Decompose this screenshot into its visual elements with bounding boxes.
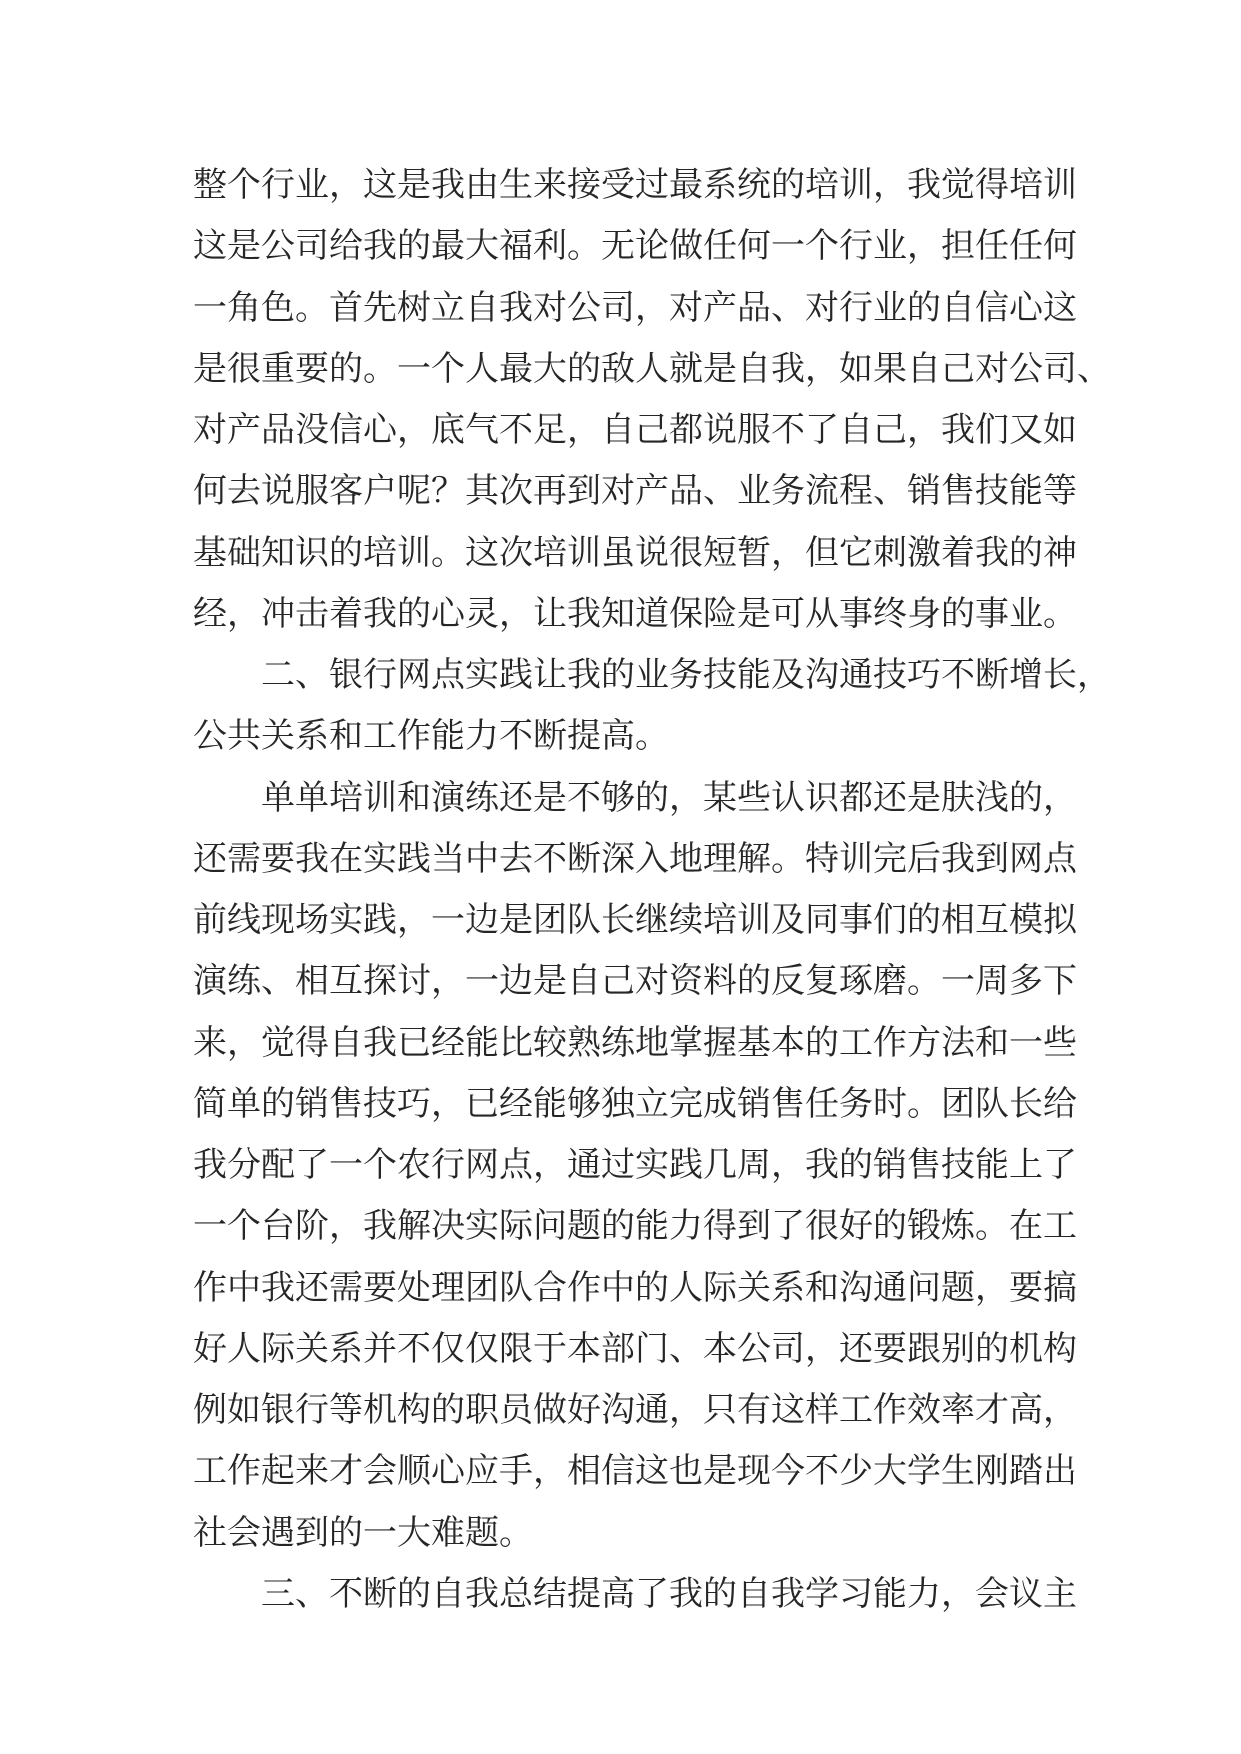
text-line: 对产品没信心，底气不足，自己都说服不了自己，我们又如 — [193, 410, 1077, 450]
text-line: 是很重要的。一个人最大的敌人就是自我，如果自己对公司、 — [193, 348, 1111, 389]
section-heading-self-summary — [193, 1564, 1077, 1625]
text-line: 整个行业，这是我由生来接受过最系统的培训，我觉得培训 — [193, 165, 1077, 205]
text-line: 例如银行等机构的职员做好沟通，只有这样工作效率才高， — [193, 1390, 1077, 1430]
text-line: 作中我还需要处理团队合作中的人际关系和沟通问题，要搞 — [193, 1267, 1077, 1308]
text-line: 经，冲击着我的心灵，让我知道保险是可从事终身的事业。 — [193, 593, 1077, 634]
paragraph-training-confidence — [193, 155, 1111, 645]
text-line: 社会遇到的一大难题。 — [193, 1512, 533, 1553]
heading-line: 三、不断的自我总结提高了我的自我学习能力，会议主 — [261, 1573, 1077, 1614]
text-line: 我分配了一个农行网点，通过实践几周，我的销售技能上了 — [193, 1145, 1077, 1185]
text-line: 这是公司给我的最大福利。无论做任何一个行业，担任任何 — [193, 226, 1077, 267]
text-line: 工作起来才会顺心应手，相信这也是现今不少大学生刚踏出 — [193, 1451, 1077, 1492]
heading-line: 公共关系和工作能力不断提高。 — [193, 716, 669, 757]
text-line: 好人际关系并不仅仅限于本部门、本公司，还要跟别的机构 — [193, 1328, 1077, 1369]
document-body — [193, 155, 1111, 1625]
text-line: 前线现场实践，一边是团队长继续培训及同事们的相互模拟 — [193, 900, 1077, 940]
paragraph-field-practice — [193, 768, 1077, 1564]
text-line: 一个台阶，我解决实际问题的能力得到了很好的锻炼。在工 — [193, 1206, 1077, 1247]
text-line: 单单培训和演练还是不够的，某些认识都还是肤浅的， — [261, 777, 1077, 818]
text-line: 一角色。首先树立自我对公司，对产品、对行业的自信心这 — [193, 287, 1077, 328]
text-line: 基础知识的培训。这次培训虽说很短暂，但它刺激着我的神 — [193, 532, 1077, 573]
text-line: 何去说服客户呢？其次再到对产品、业务流程、销售技能等 — [193, 471, 1077, 512]
text-line: 来，觉得自我已经能比较熟练地掌握基本的工作方法和一些 — [193, 1022, 1077, 1063]
section-heading-bank-practice — [193, 645, 1111, 768]
heading-line: 二、银行网点实践让我的业务技能及沟通技巧不断增长， — [261, 655, 1111, 695]
text-line: 演练、相互探讨，一边是自己对资料的反复琢磨。一周多下 — [193, 961, 1077, 1002]
text-line: 还需要我在实践当中去不断深入地理解。特训完后我到网点 — [193, 838, 1077, 879]
text-line: 简单的销售技巧，已经能够独立完成销售任务时。团队长给 — [193, 1083, 1077, 1124]
